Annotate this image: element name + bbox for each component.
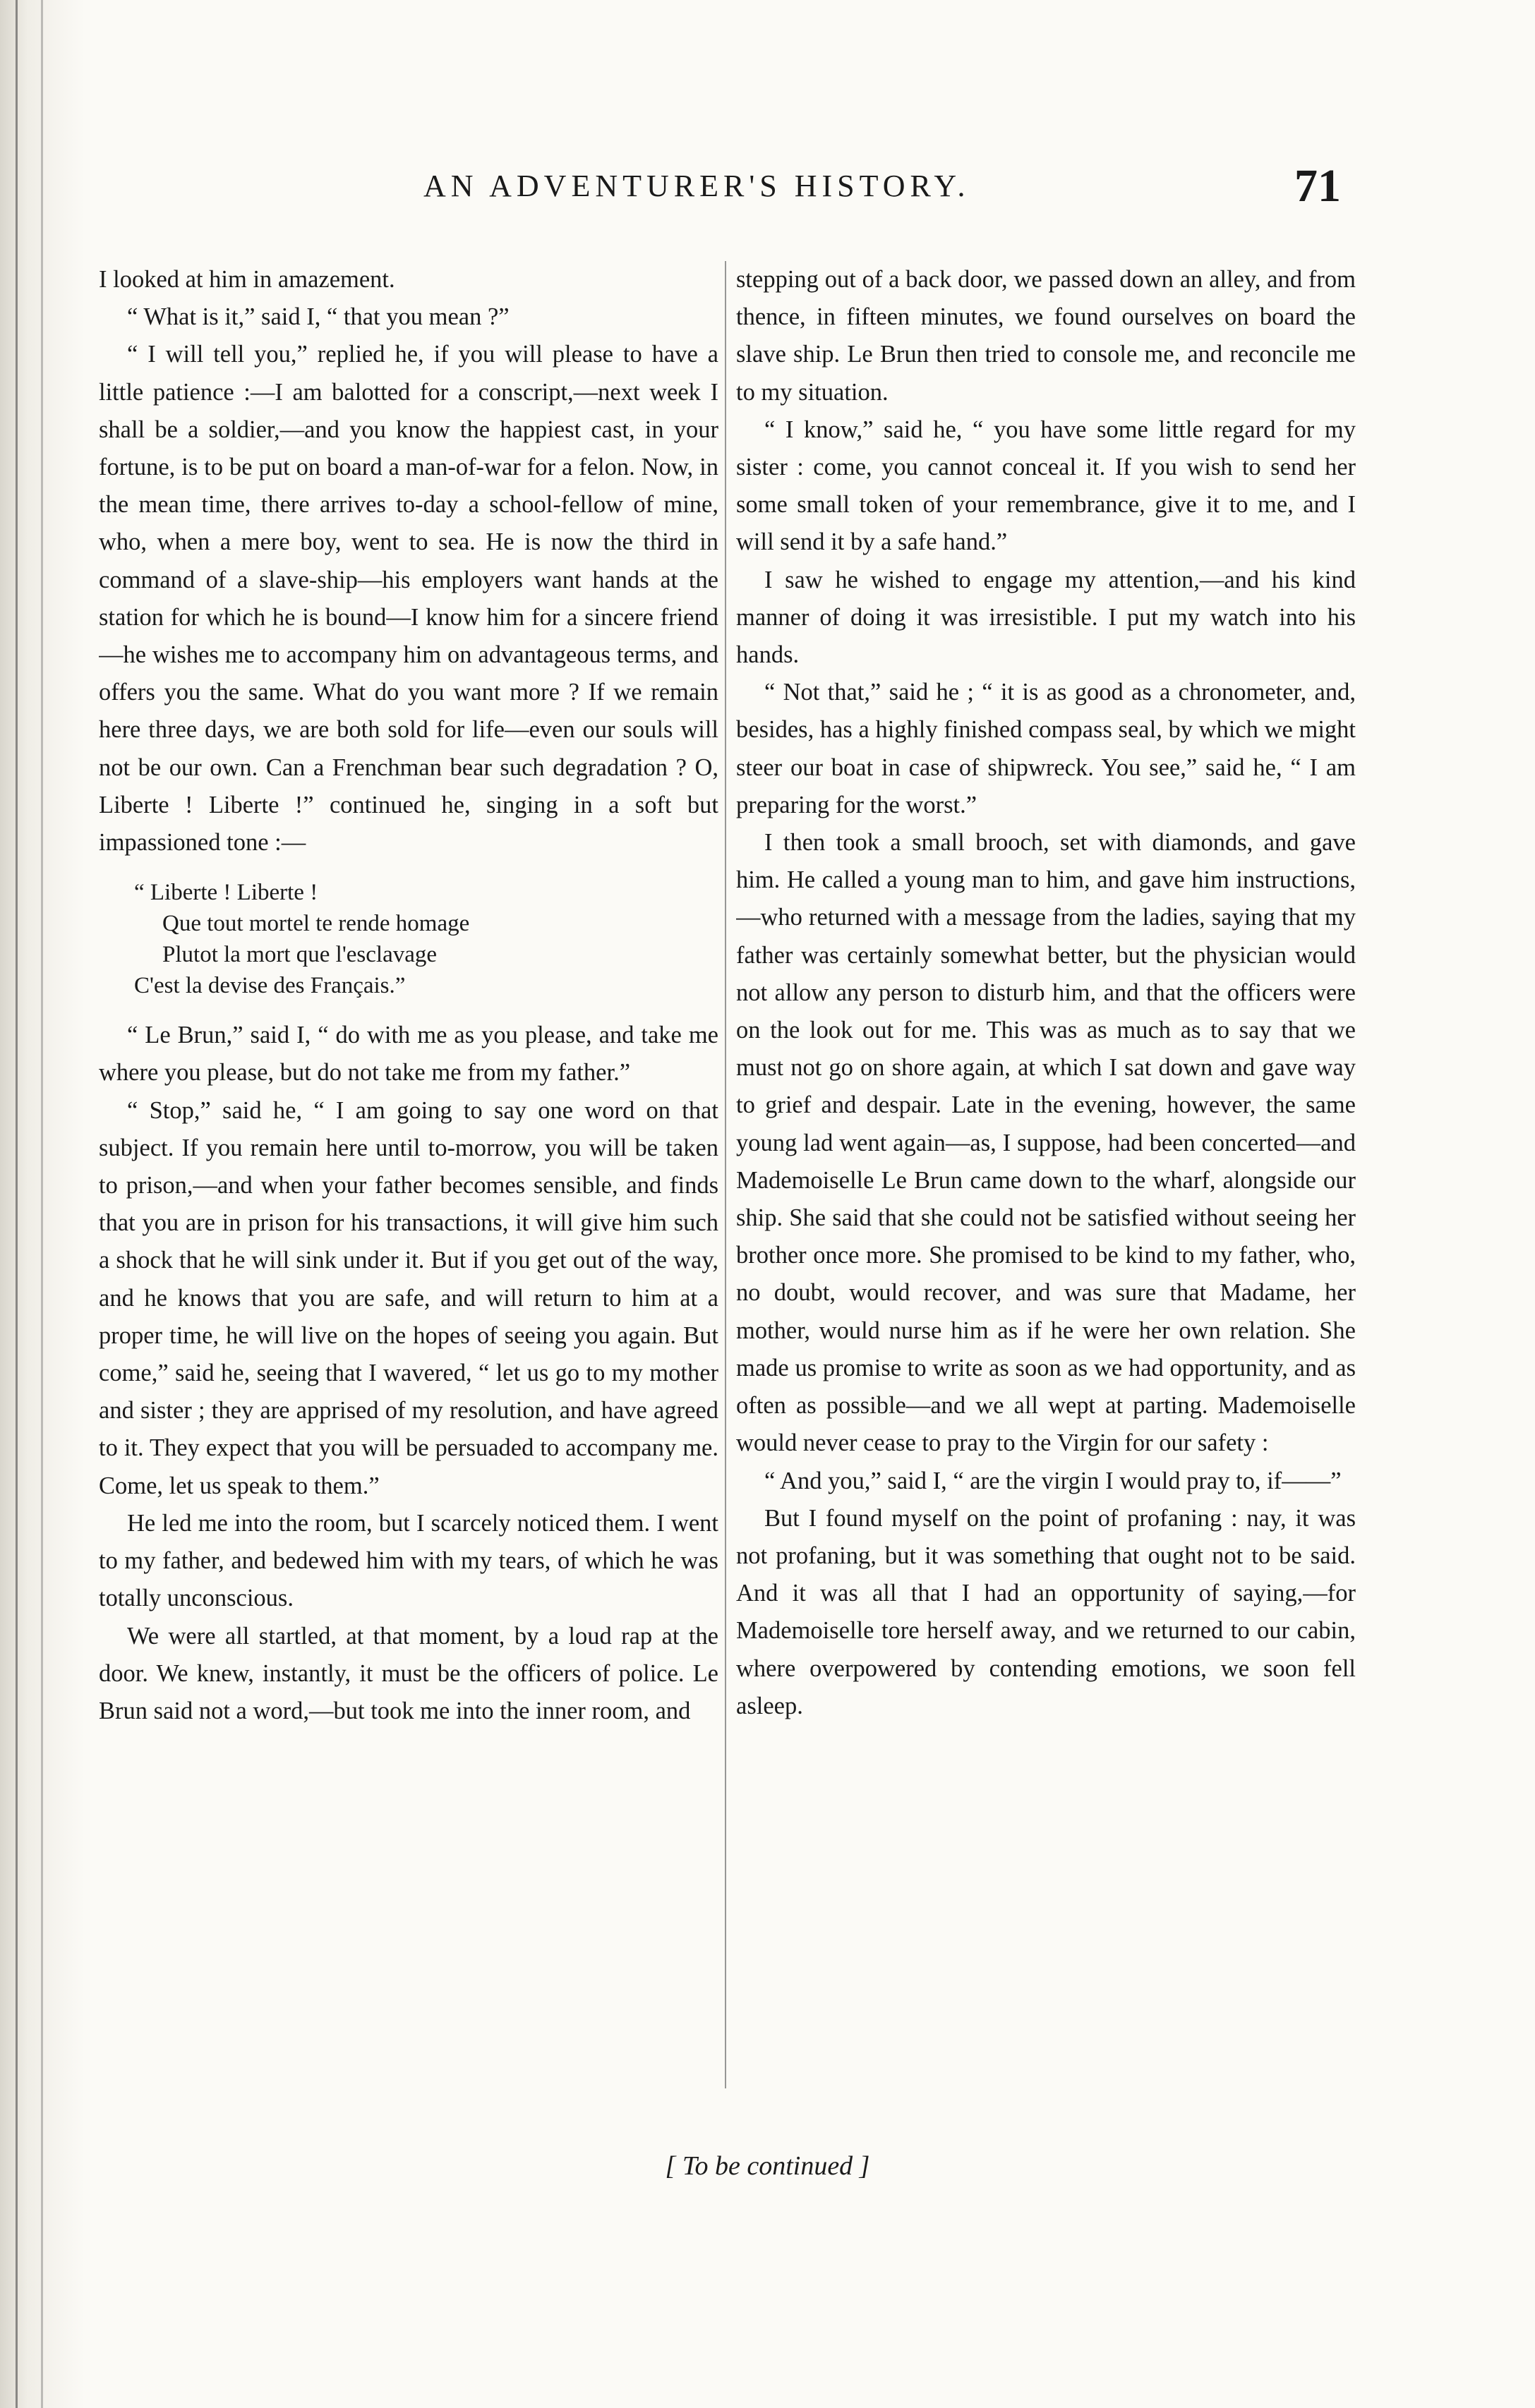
column-divider bbox=[725, 261, 726, 2088]
verse-line: “ Liberte ! Liberte ! bbox=[134, 880, 318, 906]
paragraph: “ Stop,” said he, “ I am going to say one word on that subject. If you remain here until to-morrow, you will be taken to prison,—and when your father becomes sensible, and finds that you are in prison for his transactions, it will give him such a shock that he will sink under it. But if you get out of the way, and he knows that you are safe, and will return to him at a proper time, he will live on the hopes of seeing you again. But come,” said he, seeing that I wavered, “ let us go to my mother and sister ; they are apprised of my resolution, and have agreed to it. They expect that you will be persuaded to accompany me. Come, let us speak to them.” bbox=[99, 1096, 718, 1499]
page-header bbox=[423, 160, 1341, 217]
paragraph: I then took a small brooch, set with diamonds, and gave him. He called a young man to him, and gave him instructions,—who returned with a message from the ladies, saying that my father was certainly somewhat better, but the physician would not allow any person to disturb him, and that the officers were on the look out for me. This was as much as to say that we must not go on shore again, at which I sat down and gave way to grief and despair. Late in the evening, however, the same young lad went again—as, I suppose, had been concerted—and Mademoiselle Le Brun came down to the wharf, alongside our ship. She said that she could not be satisfied without seeing her brother once more. She promised to be kind to my father, who, no doubt, would recover, and was sure that Madame, her mother, would nurse him as if he were her own relation. She made us promise to write as soon as we had opportunity, and as often as possible—and we all wept at parting. Mademoiselle would never cease to pray to the Virgin for our safety : bbox=[736, 829, 1356, 1457]
running-title: AN ADVENTURER'S HISTORY. bbox=[423, 169, 970, 203]
binding-line bbox=[16, 0, 18, 2408]
song-verse bbox=[134, 877, 718, 1001]
paragraph: “ I will tell you,” replied he, if you will please to have a little patience :—I am balotted for a conscript,—next week I shall be a soldier,—and you know the happiest cast, in your fortune, is to be put on board a man-of-war for a felon. Now, in the mean time, there arrives to-day a school-fellow of mine, who, when a mere boy, went to sea. He is now the third in command of a slave-ship—his employers want hands at the station for which he is bound—I know him for a sincere friend—he wishes me to accompany him on advantageous terms, and offers you the same. What do you want more ? If we remain here three days, we are both sold for life—even our souls will not be our own. Can a Frenchman bear such degradation ? O, Liberte ! Liberte !” continued he, singing in a soft but impassioned tone :— bbox=[99, 341, 718, 857]
paragraph: I saw he wished to engage my attention,—and his kind manner of doing it was irresistible. I put my watch into his hands. bbox=[736, 566, 1356, 669]
paragraph: We were all startled, at that moment, by a loud rap at the door. We knew, instantly, it must be the officers of police. Le Brun said not a word,—but took me into the inner room, and bbox=[99, 1622, 718, 1724]
paragraph: He led me into the room, but I scarcely noticed them. I went to my father, and bedewed him with my tears, of which he was totally unconscious. bbox=[99, 1509, 718, 1612]
right-column bbox=[736, 261, 1356, 2110]
paragraph: “ I know,” said he, “ you have some little regard for my sister : come, you cannot conceal it. If you wish to send her some small token of your remembrance, give it to me, and I will send it by a safe hand.” bbox=[736, 416, 1356, 556]
paragraph: stepping out of a back door, we passed down an alley, and from thence, in fifteen minutes, we found ourselves on board the slave ship. Le Brun then tried to console me, and reconcile me to my situation. bbox=[736, 266, 1356, 406]
paragraph: “ What is it,” said I, “ that you mean ?” bbox=[127, 303, 510, 331]
left-column bbox=[99, 261, 718, 2110]
verse-line: Que tout mortel te rende homage bbox=[162, 911, 470, 937]
verse-line: Plutot la mort que l'esclavage bbox=[162, 942, 438, 968]
verse-line: C'est la devise des Français.” bbox=[134, 973, 406, 999]
paragraph: But I found myself on the point of profaning : nay, it was not profaning, but it was something that ought not to be said. And it was all that I had an opportunity of saying,—for Mademoiselle tore herself away, and we returned to our cabin, where overpowered by contending emotions, we soon fell asleep. bbox=[736, 1504, 1356, 1719]
binding-line bbox=[41, 0, 43, 2408]
paragraph: “ Not that,” said he ; “ it is as good as a chronometer, and, besides, has a highly finished compass seal, by which we might steer our boat in case of shipwreck. You see,” said he, “ I am preparing for the worst.” bbox=[736, 679, 1356, 818]
paragraph: “ Le Brun,” said I, “ do with me as you please, and take me where you please, but do not take me from my father.” bbox=[99, 1022, 718, 1087]
to-be-continued-note: [ To be continued ] bbox=[665, 2151, 870, 2181]
page-number: 71 bbox=[1294, 160, 1341, 212]
paragraph: I looked at him in amazement. bbox=[99, 266, 395, 293]
page-binding-edge bbox=[0, 0, 85, 2408]
paragraph: “ And you,” said I, “ are the virgin I would pray to, if——” bbox=[764, 1467, 1342, 1494]
